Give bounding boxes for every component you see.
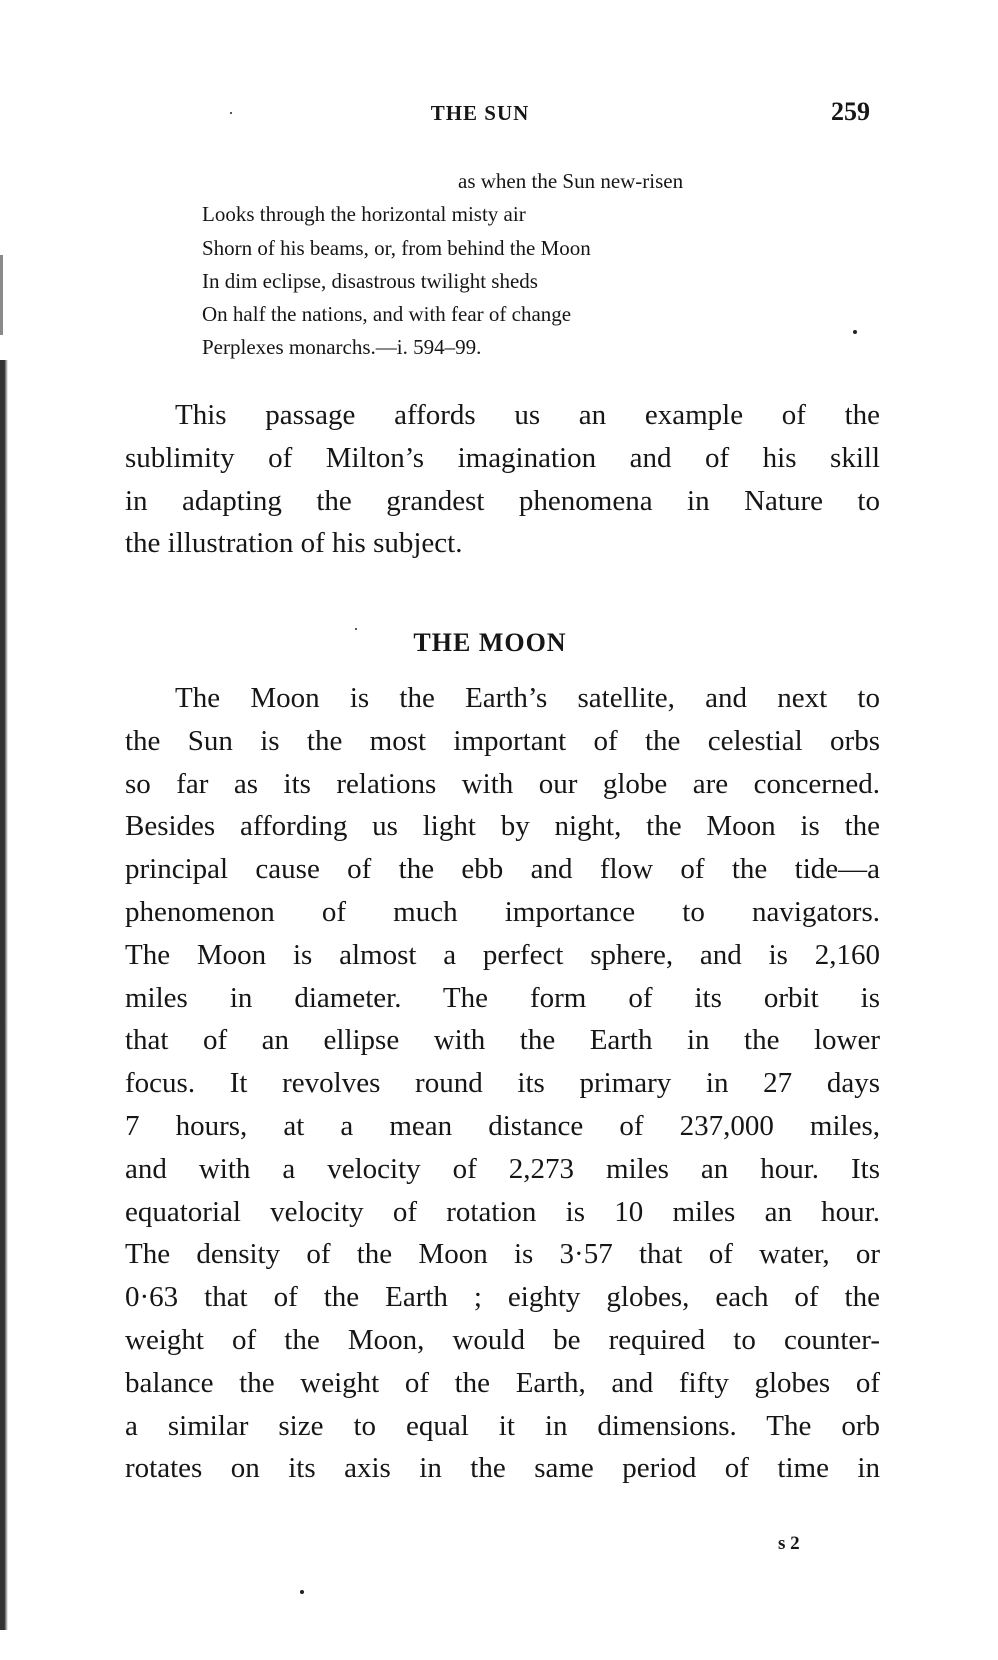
ink-speck — [355, 628, 357, 630]
verse-line: In dim eclipse, disastrous twilight sheds — [202, 268, 538, 293]
paragraph-line: sublimity of Milton’s imagination and of his skill — [125, 441, 880, 474]
paragraph-line: phenomenon of much importance to navigators. — [125, 895, 880, 928]
ink-speck — [853, 330, 857, 334]
binding-edge-mark — [0, 255, 3, 335]
verse-line: Looks through the horizontal misty air — [202, 202, 526, 227]
paragraph-line: focus. It revolves round its primary in 27 days — [125, 1067, 880, 1100]
paragraph-line: a similar size to equal it in dimensions. The orb — [125, 1409, 880, 1442]
paragraph-line: This passage affords us an example of the — [175, 399, 880, 431]
paragraph-line: and with a velocity of 2,273 miles an hour. Its — [125, 1152, 880, 1185]
paragraph-line: The Moon is the Earth’s satellite, and next to — [175, 682, 880, 714]
commentary-paragraph — [125, 394, 880, 565]
paragraph-line: 0·63 that of the Earth ; eighty globes, each of the — [125, 1281, 880, 1314]
paragraph-line: The density of the Moon is 3·57 that of water, or — [125, 1238, 880, 1271]
paragraph-line: weight of the Moon, would be required to counter- — [125, 1323, 880, 1356]
paragraph-line: balance the weight of the Earth, and fifty globes of — [125, 1366, 880, 1399]
ink-speck — [300, 1590, 304, 1594]
paragraph-line: rotates on its axis in the same period of time in — [125, 1452, 880, 1485]
section-heading: THE MOON — [413, 628, 567, 657]
paragraph-line: equatorial velocity of rotation is 10 miles an hour. — [125, 1195, 880, 1228]
verse-quotation — [202, 165, 822, 365]
paragraph-line: the illustration of his subject. — [125, 527, 463, 560]
paragraph-line: miles in diameter. The form of its orbit is — [125, 981, 880, 1014]
paragraph-line: that of an ellipse with the Earth in the lower — [125, 1024, 880, 1057]
paragraph-line: The Moon is almost a perfect sphere, and is 2,160 — [125, 938, 880, 971]
paragraph-line: Besides affording us light by night, the Moon is the — [125, 810, 880, 843]
ink-speck — [230, 112, 232, 114]
verse-line: Shorn of his beams, or, from behind the Moon — [202, 235, 591, 260]
paragraph-line: principal cause of the ebb and flow of the tide—a — [125, 853, 880, 886]
page-number: 259 — [831, 97, 870, 126]
paragraph-line: 7 hours, at a mean distance of 237,000 miles, — [125, 1109, 880, 1142]
binding-edge-shadow — [0, 360, 8, 1630]
printer-signature-mark: s 2 — [778, 1533, 800, 1554]
moon-paragraph — [125, 677, 880, 1490]
paragraph-line: in adapting the grandest phenomena in Nature to — [125, 484, 880, 517]
verse-line: Perplexes monarchs.—i. 594–99. — [202, 335, 482, 360]
paragraph-line: the Sun is the most important of the celestial orbs — [125, 724, 880, 757]
running-head: THE SUN — [430, 101, 530, 125]
verse-line: as when the Sun new-risen — [458, 169, 684, 193]
verse-line: On half the nations, and with fear of change — [202, 302, 572, 327]
paragraph-line: so far as its relations with our globe are concerned. — [125, 767, 880, 800]
